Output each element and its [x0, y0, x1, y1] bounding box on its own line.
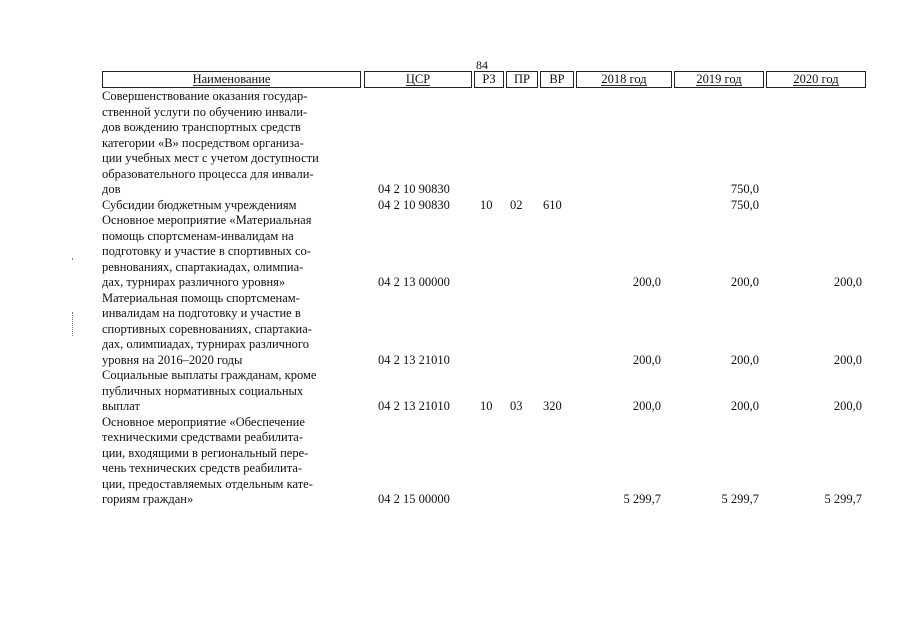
row-value-2019: 750,0: [730, 197, 759, 212]
row-value-2019: 5 299,7: [721, 492, 759, 506]
table-row: [102, 291, 866, 369]
header-vr: ВР: [540, 71, 574, 88]
table-row: [102, 213, 866, 291]
table-row: [102, 89, 866, 198]
row-rz: 10: [480, 399, 493, 413]
row-vr: 610: [543, 197, 562, 212]
row-value-2019: 750,0: [730, 182, 759, 196]
row-name: Субсидии бюджетным учреждениям: [102, 197, 297, 212]
row-name: Совершенствование оказания государ- ственной услуги по обучению инвали- дов вождению транспортных средств категории «В» посредством организа- ции учебных мест с учетом доступности образовательного процесса для инвали- дов: [102, 89, 319, 196]
row-csr: 04 2 13 00000: [378, 275, 450, 289]
header-csr: ЦСР: [364, 71, 472, 88]
header-2019: 2019 год: [674, 71, 764, 88]
row-value-2020: 5 299,7: [824, 492, 862, 506]
table-row: [102, 368, 866, 415]
table-body: [102, 89, 866, 508]
row-value-2018: 200,0: [632, 352, 661, 367]
row-value-2020: 200,0: [833, 352, 862, 367]
row-csr: 04 2 13 21010: [378, 399, 450, 413]
row-name: Социальные выплаты гражданам, кроме публичных нормативных социальных выплат: [102, 368, 317, 413]
row-csr: 04 2 15 00000: [378, 492, 450, 506]
row-name: Основное мероприятие «Обеспечение техническими средствами реабилита- ции, входящими в региональный пере- чень технических средств реабилита- ции, предоставляемых отдельным кате- гориям граждан»: [102, 414, 313, 506]
header-2020: 2020 год: [766, 71, 866, 88]
row-value-2020: 200,0: [833, 399, 862, 413]
row-csr: 04 2 10 90830: [378, 197, 450, 212]
row-pr: 02: [510, 197, 523, 212]
row-csr: 04 2 10 90830: [378, 182, 450, 196]
header-name: Наименование: [102, 71, 361, 88]
row-name: Основное мероприятие «Материальная помощь спортсменам-инвалидам на подготовку и участие в спортивных со- ревнованиях, спартакиадах, олимпиа- дах, турнирах различного уровня»: [102, 213, 312, 289]
header-rz: РЗ: [474, 71, 504, 88]
table-header: [102, 71, 866, 89]
row-value-2019: 200,0: [730, 399, 759, 413]
row-pr: 03: [510, 399, 523, 413]
row-rz: 10: [480, 197, 493, 212]
header-2018: 2018 год: [576, 71, 672, 88]
page-number: 84: [476, 58, 488, 72]
row-value-2018: 200,0: [632, 275, 661, 289]
row-value-2018: 200,0: [632, 399, 661, 413]
row-vr: 320: [543, 399, 562, 413]
row-value-2019: 200,0: [730, 275, 759, 289]
table-row: [102, 415, 866, 508]
row-value-2018: 5 299,7: [623, 492, 661, 506]
row-value-2020: 200,0: [833, 275, 862, 289]
header-pr: ПР: [506, 71, 538, 88]
row-name: Материальная помощь спортсменам- инвалидам на подготовку и участие в спортивных соревнованиях, спартакиа- дах, олимпиадах, турнирах различного уровня на 2016–2020 годы: [102, 290, 312, 367]
margin-mark: [72, 312, 74, 336]
margin-mark: [72, 258, 73, 260]
row-csr: 04 2 13 21010: [378, 352, 450, 367]
table-row: [102, 198, 866, 214]
row-value-2019: 200,0: [730, 352, 759, 367]
